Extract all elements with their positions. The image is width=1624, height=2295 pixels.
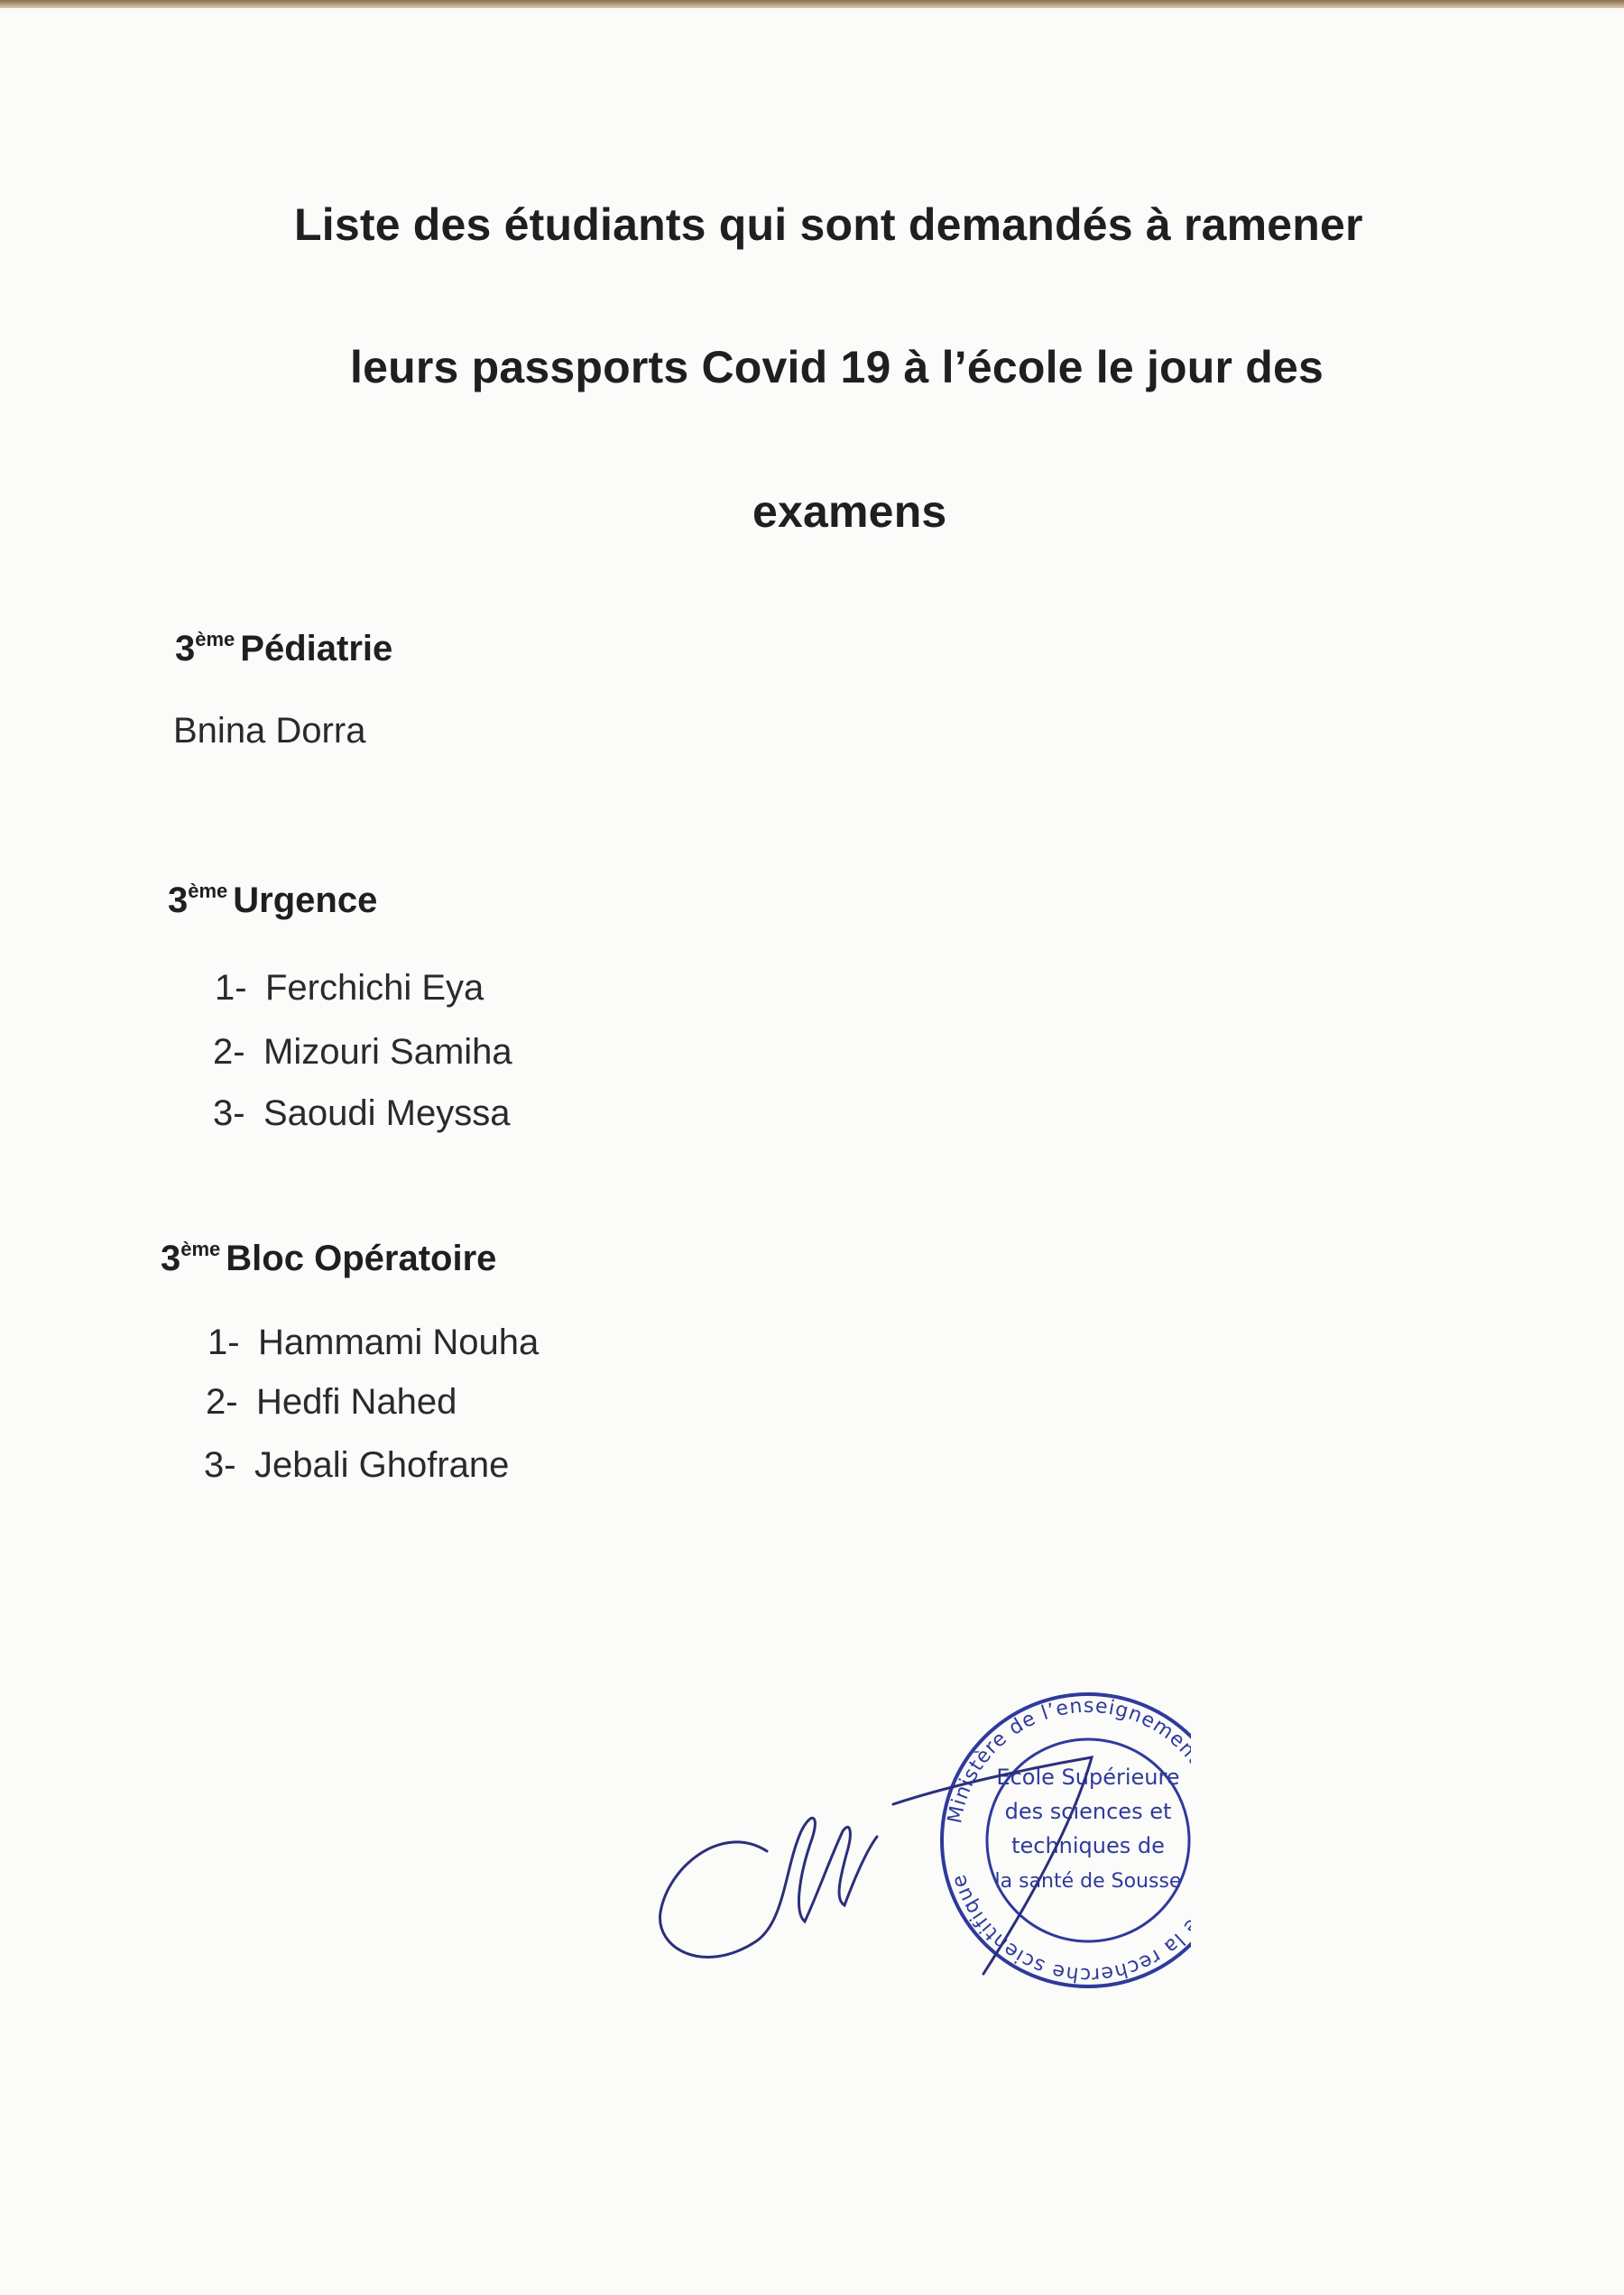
stamp-inner-line-1: Ecole Supérieure xyxy=(996,1765,1180,1790)
title-line-1: Liste des étudiants qui sont demandés à ramener xyxy=(294,199,1363,250)
stamp-inner-line-3: techniques de xyxy=(1011,1833,1165,1858)
section-ordinal: 3 xyxy=(175,629,196,668)
section-heading-urgence xyxy=(168,880,377,921)
stamp-inner-line-4: la santé de Sousse xyxy=(994,1870,1182,1893)
student-name: Hedfi Nahed xyxy=(256,1382,457,1422)
list-item-number: 1- xyxy=(208,1323,240,1362)
list-item-number: 2- xyxy=(213,1032,245,1072)
section-title: Pédiatrie xyxy=(240,629,393,668)
section-title: Bloc Opératoire xyxy=(226,1239,497,1278)
section-heading-bloc-operatoire xyxy=(161,1238,496,1279)
stamp-graphic xyxy=(650,1651,1191,1994)
section-ordinal: 3 xyxy=(161,1239,181,1278)
section-title: Urgence xyxy=(233,880,378,920)
list-item xyxy=(213,1032,512,1073)
list-item-number: 3- xyxy=(213,1093,245,1133)
section-ordinal-suffix: ème xyxy=(195,628,235,650)
list-item-number: 1- xyxy=(215,968,247,1008)
list-item-number: 3- xyxy=(204,1445,236,1485)
section-ordinal-suffix: ème xyxy=(180,1238,221,1260)
section-ordinal: 3 xyxy=(168,880,189,920)
list-item-number: 2- xyxy=(206,1382,238,1422)
list-item xyxy=(204,1445,509,1486)
student-name: Bnina Dorra xyxy=(173,711,366,751)
stamp-and-signature xyxy=(650,1651,1191,1994)
list-item xyxy=(215,968,484,1009)
title-line-3: examens xyxy=(752,486,947,537)
section-heading-pediatrie xyxy=(175,628,392,669)
student-name: Hammami Nouha xyxy=(258,1323,540,1362)
stamp-ring-text: Ministère de l’enseigneme la recherche scientifique xyxy=(944,1694,1190,1986)
signature xyxy=(660,1818,877,1957)
student-name: Saoudi Meyssa xyxy=(263,1093,511,1133)
list-item xyxy=(208,1323,539,1363)
student-name: Jebali Ghofrane xyxy=(254,1445,510,1485)
list-item xyxy=(206,1382,457,1423)
title-line-2: leurs passports Covid 19 à l’école le jour des xyxy=(350,342,1324,392)
section-ordinal-suffix: ème xyxy=(188,880,228,902)
list-item xyxy=(213,1093,510,1134)
student-name: Ferchichi Eya xyxy=(265,968,484,1008)
stamp-inner-line-2: des sciences et xyxy=(1004,1799,1172,1824)
student-name: Mizouri Samiha xyxy=(263,1032,512,1072)
